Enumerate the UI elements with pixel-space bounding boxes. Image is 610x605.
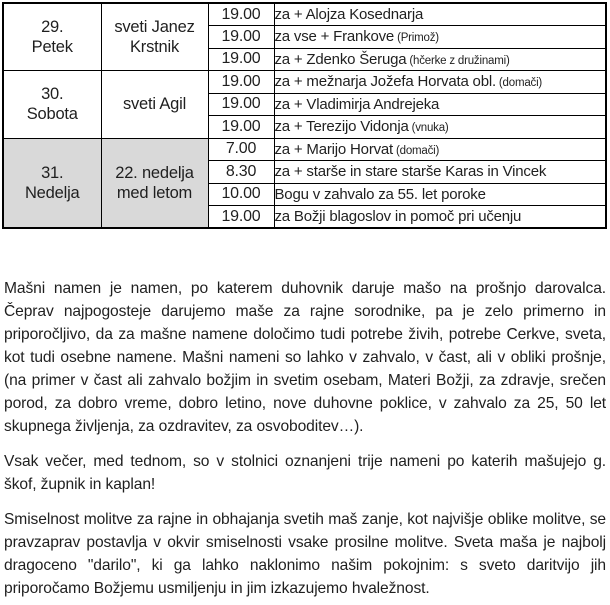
time-cell: 10.00 <box>208 183 274 206</box>
intention-text: za Božji blagoslov in pomoč pri učenju <box>274 208 522 225</box>
time-cell: 19.00 <box>208 206 274 229</box>
day-name: Petek <box>31 38 73 56</box>
intention-text: Bogu v zahvalo za 55. let poroke <box>274 185 486 203</box>
table-row <box>3 71 606 94</box>
intention-cell <box>274 161 606 184</box>
intention-cell <box>274 93 606 116</box>
intention-text: za + Zdenko Šeruga <box>274 50 407 68</box>
feast-cell: sveti Janez Krstnik <box>101 3 208 71</box>
mass-schedule-table <box>2 2 607 229</box>
feast-cell: sveti Agil <box>101 71 208 139</box>
time-cell: 19.00 <box>208 116 274 139</box>
intention-text: za + Alojza Kosednarja <box>274 6 424 23</box>
intention-cell <box>274 116 606 139</box>
intention-text: za vse + Frankove <box>274 28 395 46</box>
table-row <box>3 3 606 26</box>
intention-text: za + starše in stare starše Karas in Vincek <box>274 163 547 181</box>
intention-note: (domači) <box>393 144 440 157</box>
intention-cell <box>274 138 606 161</box>
intention-note: (Primož) <box>394 32 439 45</box>
date-number: 30. <box>41 85 64 104</box>
feast-cell: 22. nedelja med letom <box>101 138 208 228</box>
intention-note: (vnuka) <box>408 122 449 135</box>
intention-text: za + mežnarja Jožefa Horvata obl. <box>274 73 496 91</box>
time-cell: 19.00 <box>208 3 274 26</box>
intention-cell <box>274 206 606 229</box>
date-cell <box>3 3 101 71</box>
intention-text: za + Marijo Horvat <box>274 140 394 158</box>
mass-schedule-body <box>3 3 606 228</box>
paragraph-prayer-meaning: Smiselnost molitve za rajne in obhajanja svetih maš zanje, kot najvišje oblike molitve, se pravzaprav postavlja v okvir smiselnosti vsake prosilne molitve. Sveta maša je najbolj dragoceno "darilo", ki ga lahko naklonimo našim pokojnim: s sveto daritvijo jih priporočamo Božjemu usmiljenju in jim izkazujemo hvaležnost. <box>4 511 606 597</box>
intention-cell <box>274 71 606 94</box>
table-row <box>3 138 606 161</box>
time-cell: 19.00 <box>208 71 274 94</box>
time-cell: 7.00 <box>208 138 274 161</box>
date-cell <box>3 138 101 228</box>
date-number: 31. <box>41 163 64 182</box>
date-number: 29. <box>41 18 64 36</box>
date-cell <box>3 71 101 139</box>
intention-cell <box>274 26 606 49</box>
day-name: Sobota <box>26 105 78 124</box>
time-cell: 19.00 <box>208 26 274 49</box>
intention-text: za + Terezijo Vidonja <box>274 118 409 136</box>
time-cell: 19.00 <box>208 93 274 116</box>
intention-text: za + Vladimirja Andrejeka <box>274 95 440 113</box>
intention-note: (domači) <box>495 77 543 90</box>
body-text <box>4 277 606 600</box>
time-cell: 19.00 <box>208 48 274 71</box>
intention-cell <box>274 183 606 206</box>
intention-note: (hčerke z družinami) <box>406 54 510 67</box>
paragraph-evening-masses: Vsak večer, med tednom, so v stolnici oznanjeni trije nameni po katerih mašujejo g. škof, župnik in kaplan! <box>4 453 606 493</box>
intention-cell <box>274 3 606 26</box>
paragraph-mass-intention: Mašni namen je namen, po katerem duhovnik daruje mašo na prošnjo darovalca. Čeprav najpogosteje darujemo maše za rajne sorodnike, pa je zelo primerno in priporočljivo, da za mašne namene določimo tudi potrebe živih, potrebe Cerkve, sveta, kot tudi osebne namene. Mašni nameni so lahko v zahvalo, v čast, ali v obliki prošnje, (na primer v čast ali zahvalo božjim in svetim osebam, Materi Božji, za zdravje, srečen porod, za dobro vreme, dobro letino, nove duhovne poklice, v zahvalo za 25, 50 let skupnega življenja, za ozdravitev, za osvoboditev…). <box>4 280 606 435</box>
time-cell: 8.30 <box>208 161 274 184</box>
intention-cell <box>274 48 606 71</box>
day-name: Nedelja <box>24 183 80 202</box>
